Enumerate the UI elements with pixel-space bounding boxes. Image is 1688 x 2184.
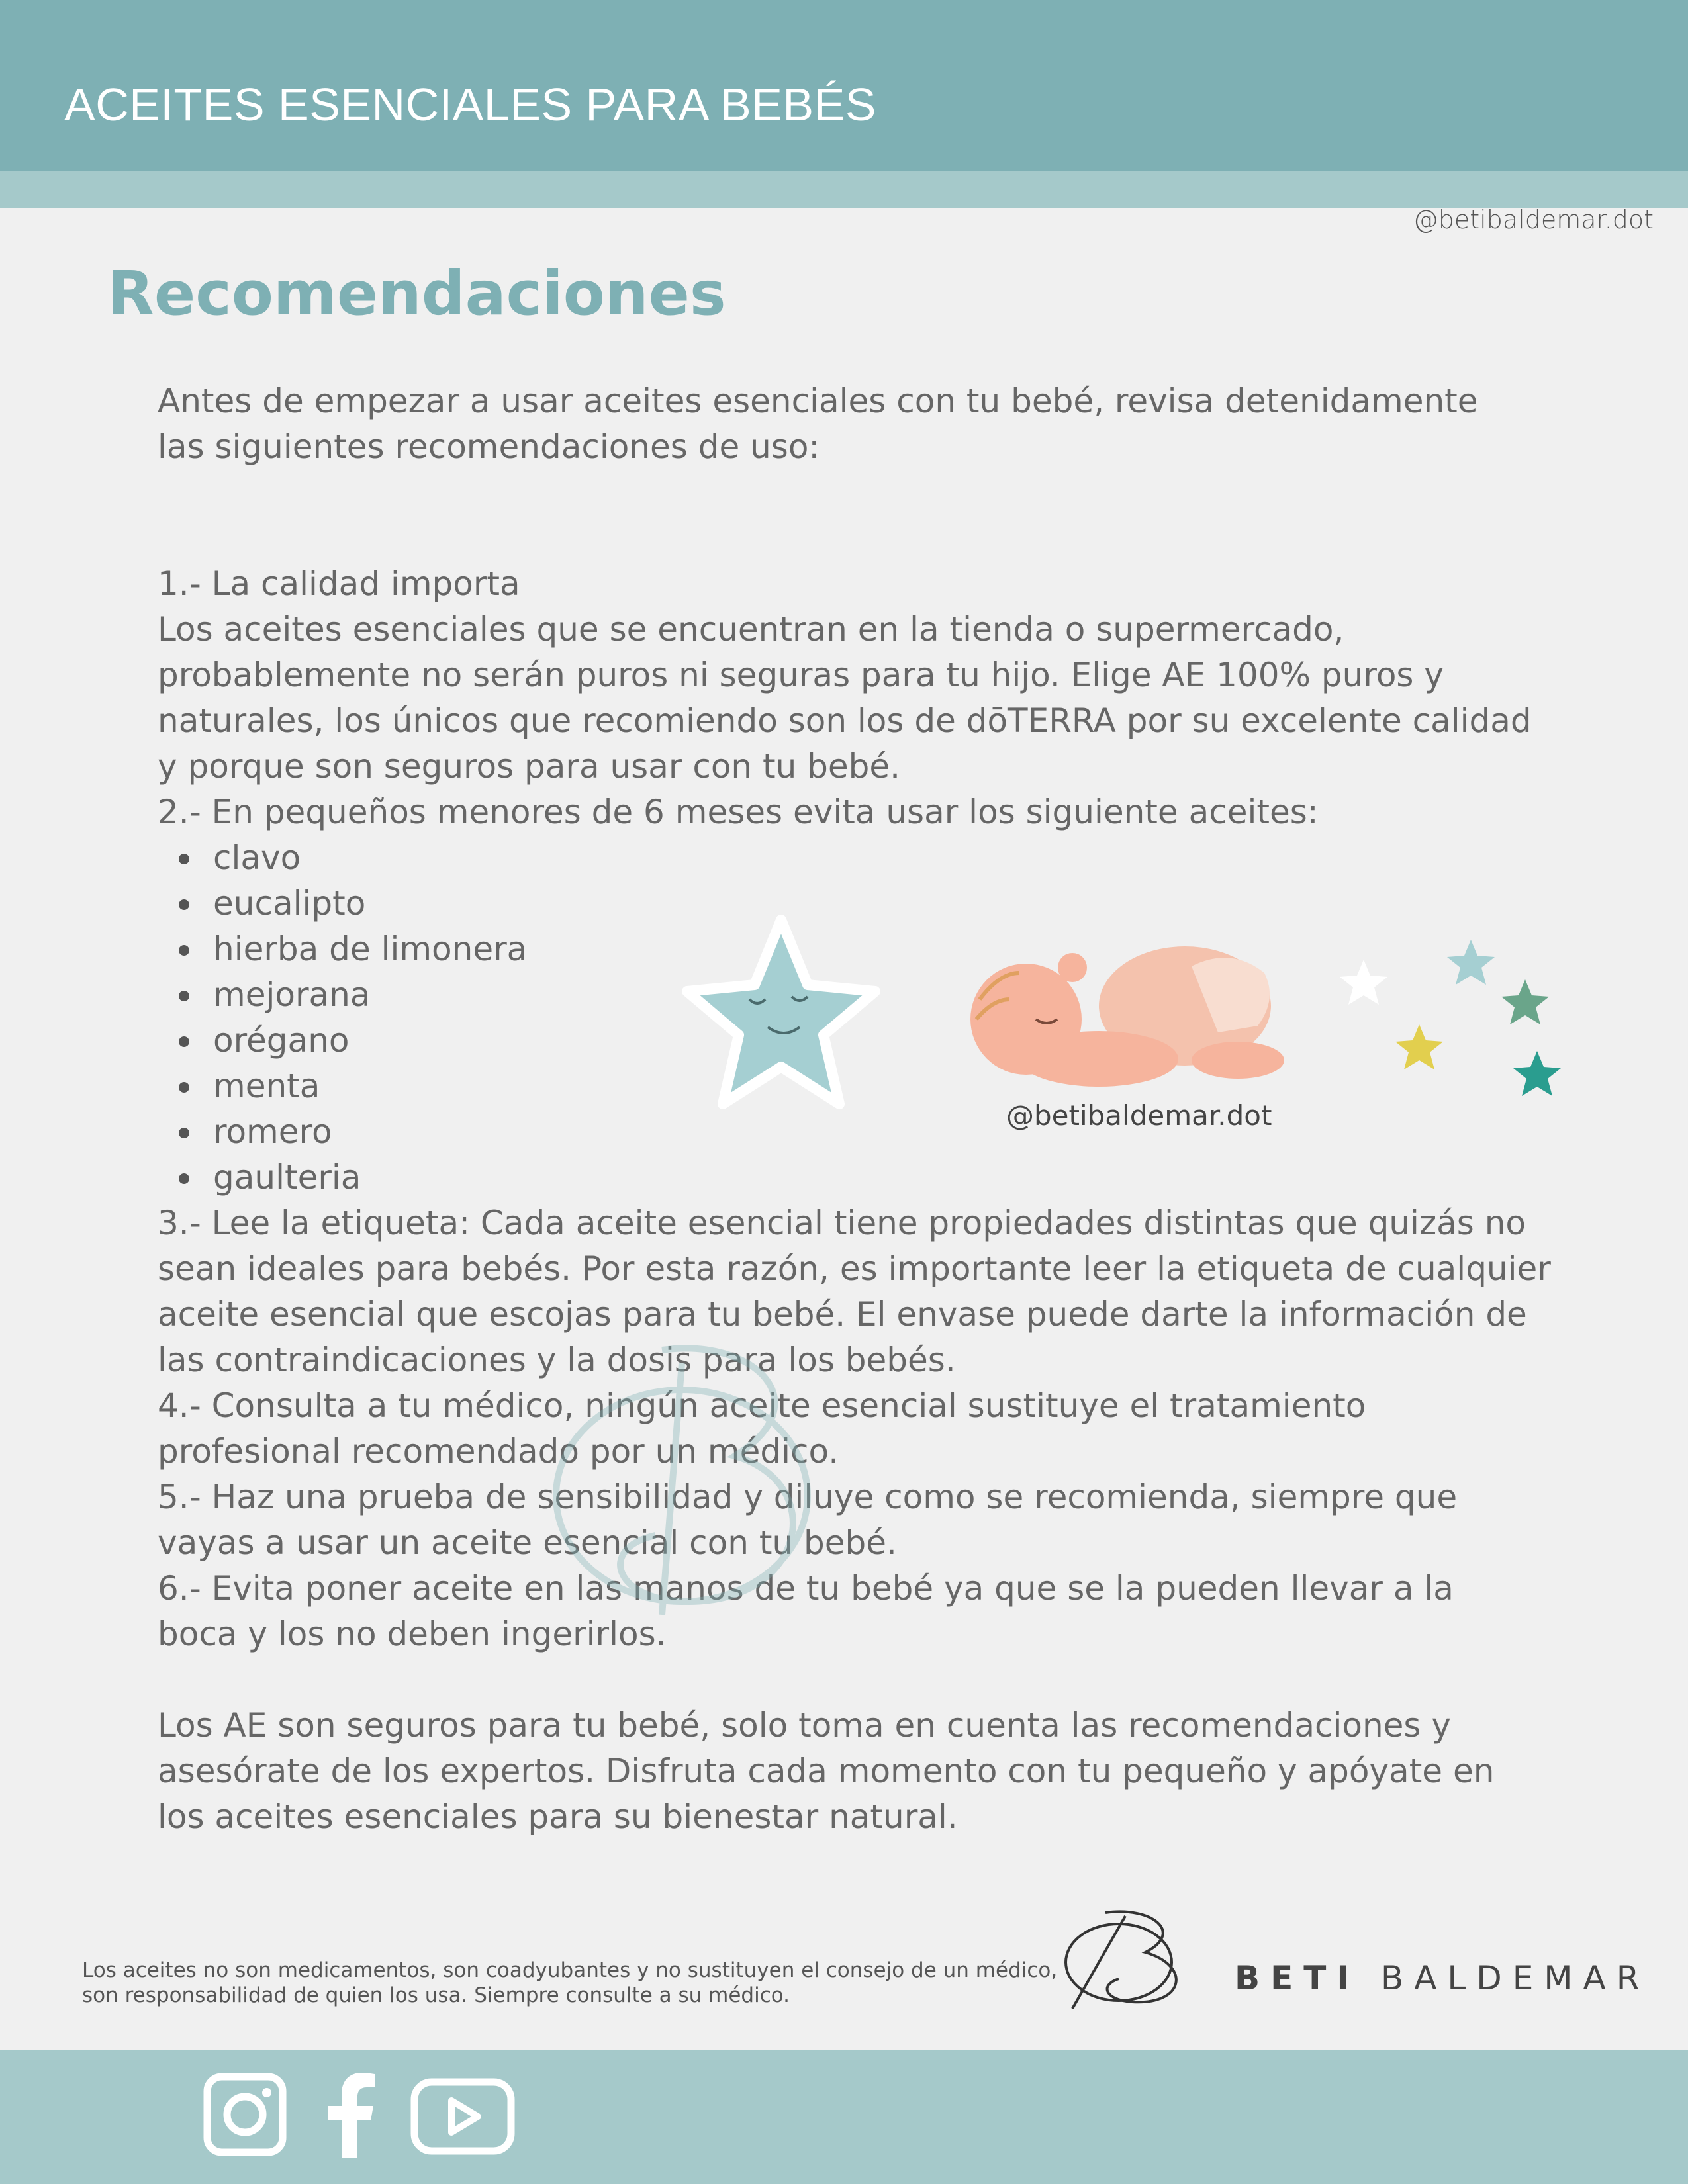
intro-paragraph: Antes de empezar a usar aceites esenciales con tu bebé, revisa detenidamente las siguientes recomendaciones de uso: [158,382,1478,466]
item-6: 6.- Evita poner aceite en las manos de tu bebé ya que se la pueden llevar a la boca y los no deben ingerirlos. [158,1569,1454,1653]
watermark-logo [516,1324,887,1641]
section-title: Recomendaciones [107,258,726,329]
item-2: 2.- En pequeños menores de 6 meses evita usar los siguiente aceites: [158,793,1319,831]
list-item: gaulteria [213,1155,1561,1201]
header-handle: @betibaldemar.dot [1413,205,1654,234]
list-item: hierba de limonera [213,927,1561,972]
disclaimer: Los aceites no son medicamentos, son coadyubantes y no sustituyen el consejo de un médico, son responsabilidad de quien los usa. Siempre consulte a su médico. [82,1958,1058,2007]
light-teal-star-icon [1447,940,1495,985]
item-1-title: 1.- La calidad importa [158,565,520,603]
brand-name [1235,1959,1650,1997]
brand-last: BALDEMAR [1380,1959,1650,1997]
list-item: mejorana [213,972,1561,1018]
teal-star-icon [1513,1051,1561,1096]
document-title: ACEITES ESENCIALES PARA BEBÉS [64,79,876,130]
white-star-icon [1340,960,1387,1005]
brand-first: BETI [1235,1959,1360,1997]
illustration [675,907,1589,1145]
list-item: eucalipto [213,881,1561,927]
instagram-icon[interactable] [202,2071,288,2158]
yellow-star-icon [1395,1024,1443,1069]
smiling-star-icon [687,920,875,1104]
list-item: romero [213,1109,1561,1155]
header-strip [0,171,1688,208]
item-5: 5.- Haz una prueba de sensibilidad y diluye como se recomienda, siempre que vayas a usar un aceite esencial con tu bebé. [158,1478,1458,1562]
closing-paragraph: Los AE son seguros para tu bebé, solo toma en cuenta las recomendaciones y asesórate de los expertos. Disfruta cada momento con tu pequeño y apóyate en los aceites esenciales para su bienestar natural. [158,1706,1495,1836]
list-item: orégano [213,1018,1561,1064]
illustration-handle: @betibaldemar.dot [1006,1099,1272,1132]
facebook-icon[interactable] [324,2071,377,2158]
list-item: menta [213,1064,1561,1109]
item-1-body: Los aceites esenciales que se encuentran en la tienda o supermercado, probablemente no serán puros ni seguras para tu hijo. Elige AE 100% puros y naturales, los únicos que recomiendo son los de dōTERRA por su excelente calidad y porque son seguros para usar con tu bebé. [158,610,1532,786]
sleeping-baby-icon [970,946,1284,1087]
item-4: 4.- Consulta a tu médico, ningún aceite esencial sustituye el tratamiento profesional recomendado por un médico. [158,1387,1366,1471]
item-3: 3.- Lee la etiqueta: Cada aceite esencial tiene propiedades distintas que quizás no sean ideales para bebés. Por esta razón, es importante leer la etiqueta de cualquier aceite esencial que escojas para tu bebé. El envase puede darte la información de las contraindicaciones y la dosis para los bebés. [158,1204,1551,1379]
green-star-icon [1501,979,1549,1024]
youtube-icon[interactable] [410,2078,515,2155]
list-item: clavo [213,835,1561,881]
